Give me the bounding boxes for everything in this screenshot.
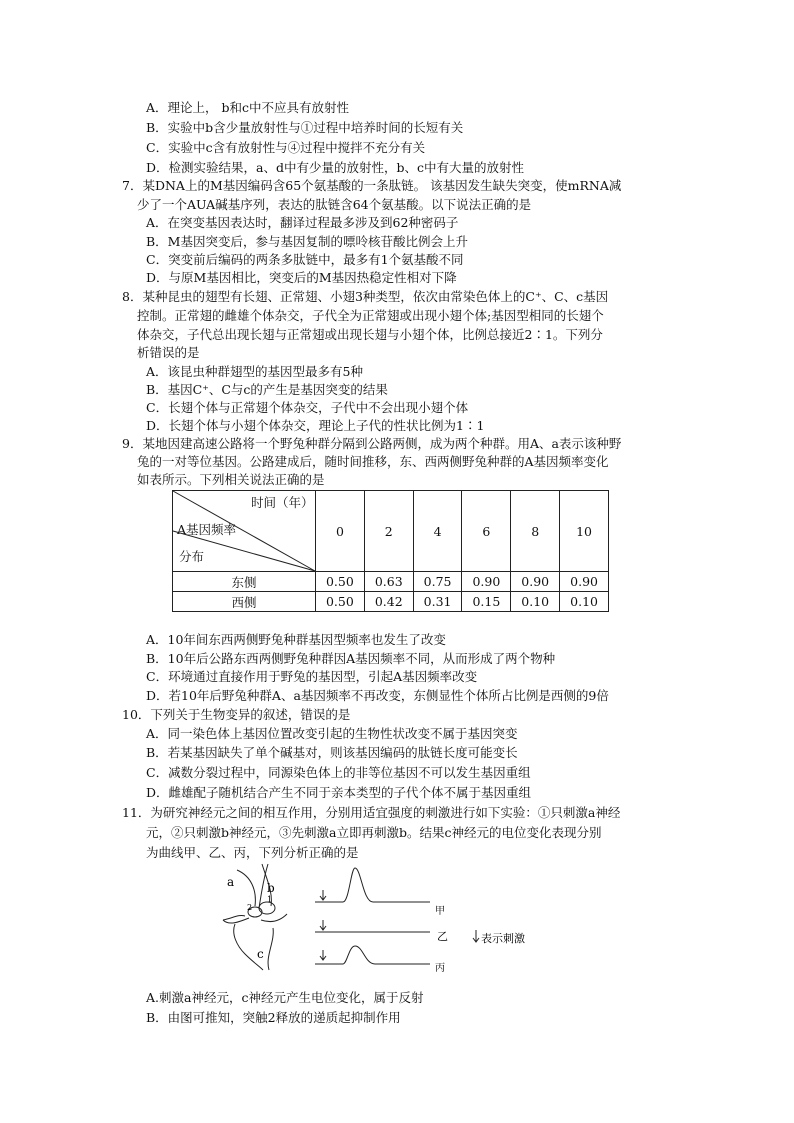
q8-option-d: D．长翅个体与小翅个体杂交，理论上子代的性状比例为1∶1 [146,418,485,433]
q11-option-a: A.刺激a神经元，c神经元产生电位变化，属于反射 [146,990,424,1005]
q7-option-b: B．M基因突变后，参与基因复制的嘌呤核苷酸比例会上升 [146,234,468,249]
neuron-a-axon [237,870,255,906]
year-cell: 2 [364,491,413,572]
table-cell: 0.42 [364,592,413,612]
stimulus-arrow [320,920,326,930]
stimulus-arrow [320,950,326,960]
q8-option-c: C．长翅个体与正常翅个体杂交，子代中不会出现小翅个体 [146,400,469,415]
q9-stem-line2: 兔的一对等位基因。公路建成后，随时间推移，东、西两侧野兔种群的A基因频率变化 [137,454,609,469]
curve-label-bing: 丙 [435,963,445,974]
q6-option-b: B．实验中b含少量放射性与①过程中培养时间的长短有关 [146,120,464,135]
q8-option-b: B．基因C⁺、C与c的产生是基因突变的结果 [146,382,388,397]
q10-option-b: B．若某基因缺失了单个碱基对，则该基因编码的肽链长度可能变长 [146,745,518,760]
q9-option-d: D．若10年后野兔种群A、a基因频率不再改变，东侧显性个体所占比例是西侧的9倍 [146,688,609,703]
q11-stem-line3: 为曲线甲、乙、丙，下列分析正确的是 [146,845,359,860]
q8-stem-line3: 体杂交，子代总出现长翅与正常翅或出现长翅与小翅个体，比例总接近2∶1。下列分 [137,327,603,342]
corner-time-label: 时间（年） [251,495,314,510]
gene-frequency-table [172,490,609,612]
table-cell: 0.10 [511,592,560,612]
table-row-east [173,572,609,592]
potential-curves [315,868,479,964]
q10-option-a: A．同一染色体上基因位置改变引起的生物性状改变不属于基因突变 [146,726,518,741]
table-row-west [173,592,609,612]
q7-stem-line2: 少了一个AUA碱基序列，表达的肽链含64个氨基酸。以下说法正确的是 [137,197,532,212]
q9-stem-line1: 9．某地因建高速公路将一个野兔种群分隔到公路两侧，成为两个种群。用A、a表示该种野 [122,436,622,451]
q7-option-c: C．突变前后编码的两条多肽链中，最多有1个氨基酸不同 [146,252,464,267]
q9-option-b: B．10年后公路东西两侧野兔种群因A基因频率不同，从而形成了两个物种 [146,651,556,666]
table-cell: 0.50 [316,572,365,592]
table-cell: 0.50 [316,592,365,612]
table-cell: 0.31 [413,592,462,612]
q8-option-a: A．该昆虫种群翅型的基因型最多有5种 [146,364,363,379]
q7-option-a: A．在突变基因表达时，翻译过程最多涉及到62种密码子 [146,215,459,230]
table-header-row [173,491,609,572]
q11-stem-line2: 元，②只刺激b神经元，③先刺激a立即再刺激b。结果c神经元的电位变化表现分别 [146,825,602,840]
row-label: 东侧 [173,572,316,592]
q11-stem-line1: 11．为研究神经元之间的相互作用，分别用适宜强度的刺激进行如下实验：①只刺激a神经 [122,805,621,820]
year-cell: 6 [462,491,511,572]
curve-jia [315,868,430,902]
q7-option-d: D．与原M基因相比，突变后的M基因热稳定性相对下降 [146,270,457,285]
label-synapse-2: 2 [247,903,253,912]
stimulus-arrow [320,890,326,900]
year-cell: 0 [316,491,365,572]
label-synapse-1: 1 [267,895,273,904]
corner-dist-label: 分布 [179,549,205,564]
q11-option-b: B．由图可推知，突触2释放的递质起抑制作用 [146,1010,401,1025]
label-c: c [257,947,264,961]
q8-stem-line4: 析错误的是 [137,345,200,360]
q6-option-d: D．检测实验结果，a、d中有少量的放射性，b、c中有大量的放射性 [146,160,524,175]
curve-bing [315,946,430,964]
row-label: 西侧 [173,592,316,612]
legend-label: 表示刺激 [481,932,525,945]
neuron-c-body [223,914,287,970]
q9-option-c: C．环境通过直接作用于野兔的基因型，引起A基因频率改变 [146,669,478,684]
table-corner-cell [173,491,316,572]
table-cell: 0.75 [413,572,462,592]
q7-stem-line1: 7．某DNA上的M基因编码含65个氨基酸的一条肽链。 该基因发生缺失突变，使mRNA减 [122,178,622,193]
legend-arrow-icon [473,930,479,942]
table-cell: 0.90 [462,572,511,592]
q6-option-a: A．理论上， b和c中不应具有放射性 [146,100,350,115]
curve-label-yi: 乙 [437,930,448,943]
q10-option-d: D．雌雄配子随机结合产生不同于亲本类型的子代个体不属于基因重组 [146,785,532,800]
label-a: a [227,875,235,889]
curve-label-jia: 甲 [435,906,445,917]
q9-option-a: A．10年间东西两侧野兔种群基因型频率也发生了改变 [146,632,446,647]
q6-option-c: C．实验中c含有放射性与④过程中搅拌不充分有关 [146,140,426,155]
q8-stem-line2: 控制。正常翅的雌雄个体杂交，子代全为正常翅或出现小翅个体;基因型相同的长翅个 [137,308,604,323]
q9-stem-line3: 如表所示。下列相关说法正确的是 [137,472,325,487]
table-cell: 0.10 [560,592,609,612]
year-cell: 8 [511,491,560,572]
table-cell: 0.15 [462,592,511,612]
neuron-experiment-figure [215,862,525,977]
table-cell: 0.90 [511,572,560,592]
corner-freq-label: A基因频率 [177,522,237,537]
label-b: b [267,881,275,895]
year-cell: 4 [413,491,462,572]
table-cell: 0.90 [560,572,609,592]
year-cell: 10 [560,491,609,572]
q8-stem-line1: 8．某种昆虫的翅型有长翅、正常翅、小翅3种类型，依次由常染色体上的C⁺、C、c基因 [122,289,609,304]
q10-option-c: C．减数分裂过程中，同源染色体上的非等位基因不可以发生基因重组 [146,765,531,780]
table-cell: 0.63 [364,572,413,592]
q10-stem: 10．下列关于生物变异的叙述，错误的是 [122,707,351,722]
